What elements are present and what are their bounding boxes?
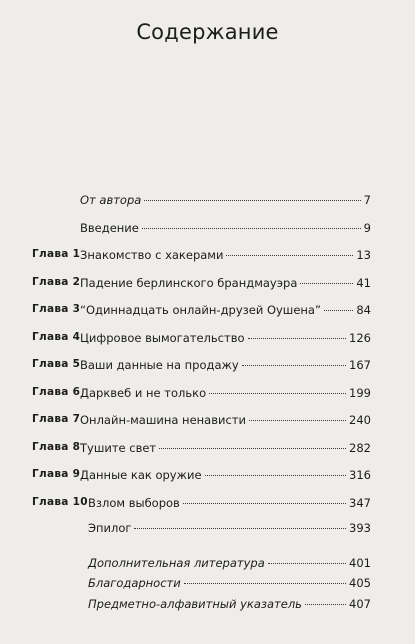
toc-row xyxy=(0,576,415,592)
page-number: 347 xyxy=(349,496,371,510)
dot-leader xyxy=(324,310,353,311)
dot-leader xyxy=(142,228,361,229)
page-title: Содержание xyxy=(136,20,279,44)
toc-entry xyxy=(80,331,371,345)
entry-title: Дополнительная литература xyxy=(88,556,265,570)
toc-entry xyxy=(80,276,371,290)
toc-row xyxy=(0,413,415,429)
dot-leader xyxy=(184,583,346,584)
entry-title: Предметно-алфавитный указатель xyxy=(88,597,302,611)
chapter-label: Глава 5 xyxy=(32,358,81,370)
dot-leader xyxy=(134,528,346,529)
page-number: 167 xyxy=(349,358,371,372)
toc-entry xyxy=(80,248,371,262)
chapter-label: Глава 7 xyxy=(32,413,81,425)
toc-entry xyxy=(88,496,371,510)
dot-leader xyxy=(209,393,346,394)
entry-title: Онлайн-машина ненависти xyxy=(80,413,246,427)
toc-entry xyxy=(88,576,371,590)
toc-entry xyxy=(80,413,371,427)
entry-title: Ваши данные на продажу xyxy=(80,358,239,372)
toc-row xyxy=(0,468,415,484)
toc-row xyxy=(0,276,415,292)
entry-title: Знакомство с хакерами xyxy=(80,248,224,262)
toc-row xyxy=(0,386,415,402)
page-number: 84 xyxy=(356,303,371,317)
toc-row xyxy=(0,221,415,237)
chapter-label: Глава 10 xyxy=(32,496,88,508)
toc-entry xyxy=(80,221,371,235)
toc-row xyxy=(0,331,415,347)
page-number: 282 xyxy=(349,441,371,455)
toc-row xyxy=(0,556,415,572)
page-number: 405 xyxy=(349,576,371,590)
page-number: 41 xyxy=(356,276,371,290)
toc-row xyxy=(0,193,415,209)
page-number: 13 xyxy=(356,248,371,262)
dot-leader xyxy=(249,420,346,421)
toc-row xyxy=(0,521,415,537)
toc-entry xyxy=(80,303,371,317)
entry-title: Данные как оружие xyxy=(80,468,202,482)
toc-entry xyxy=(88,597,371,611)
dot-leader xyxy=(242,365,346,366)
entry-title: Дарквеб и не только xyxy=(80,386,207,400)
page-number: 7 xyxy=(363,193,371,207)
toc-row xyxy=(0,496,415,512)
chapter-label: Глава 8 xyxy=(32,441,81,453)
dot-leader xyxy=(268,563,346,564)
dot-leader xyxy=(159,448,346,449)
entry-title: Падение берлинского брандмауэра xyxy=(80,276,298,290)
entry-title: Взлом выборов xyxy=(88,496,180,510)
toc-entry xyxy=(80,386,371,400)
entry-title: Эпилог xyxy=(88,521,132,535)
entry-title: От автора xyxy=(80,193,142,207)
toc-row xyxy=(0,358,415,374)
page-number: 316 xyxy=(349,468,371,482)
page-number: 401 xyxy=(349,556,371,570)
page-number: 9 xyxy=(363,221,371,235)
toc-row xyxy=(0,248,415,264)
dot-leader xyxy=(144,200,360,201)
dot-leader xyxy=(183,503,346,504)
page-number: 393 xyxy=(349,521,371,535)
entry-title: Благодарности xyxy=(88,576,181,590)
dot-leader xyxy=(226,255,353,256)
toc-entry xyxy=(88,556,371,570)
dot-leader xyxy=(248,338,347,339)
chapter-label: Глава 9 xyxy=(32,468,81,480)
chapter-label: Глава 1 xyxy=(32,248,81,260)
toc-entry xyxy=(88,521,371,535)
toc-row xyxy=(0,303,415,319)
chapter-label: Глава 3 xyxy=(32,303,81,315)
entry-title: Тушите свет xyxy=(80,441,157,455)
page-number: 126 xyxy=(349,331,371,345)
toc-entry xyxy=(80,193,371,207)
toc-row xyxy=(0,597,415,613)
page-number: 407 xyxy=(349,597,371,611)
dot-leader xyxy=(205,475,347,476)
page-number: 240 xyxy=(349,413,371,427)
chapter-label: Глава 2 xyxy=(32,276,81,288)
dot-leader xyxy=(305,604,346,605)
toc-row xyxy=(0,441,415,457)
chapter-label: Глава 4 xyxy=(32,331,81,343)
dot-leader xyxy=(300,283,353,284)
entry-title: Введение xyxy=(80,221,139,235)
toc-entry xyxy=(80,468,371,482)
entry-title: Цифровое вымогательство xyxy=(80,331,245,345)
toc-entry xyxy=(80,358,371,372)
page-number: 199 xyxy=(349,386,371,400)
entry-title: “Одиннадцать онлайн-друзей Оушена” xyxy=(80,303,321,317)
chapter-label: Глава 6 xyxy=(32,386,81,398)
toc-entry xyxy=(80,441,371,455)
